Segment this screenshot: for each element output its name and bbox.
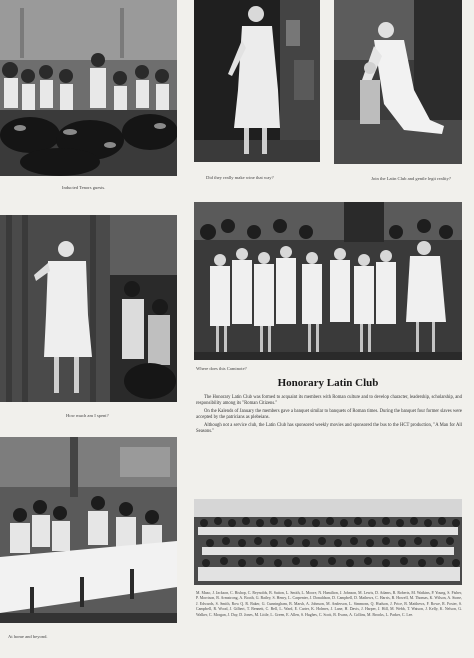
article-body (196, 395, 462, 436)
article-paragraph: On the Kalends of January the members gave a banquet similar to banquets of Roman times. During the banquet four former slaves were accepted by the patricians as plebeians. (196, 408, 462, 421)
article-paragraph: Although not a service club, the Latin Club has sponsored weekly movies and sponsored the bus to the HCT production, "A Man for All Seasons." (196, 422, 462, 435)
photo-group-performance-image (194, 202, 462, 360)
caption-photo-6: At home and beyond. (8, 634, 48, 639)
photo-latin-club-kneeling-image (334, 0, 462, 164)
caption-photo-3: Join the Latin Club and gentle legit reality? (371, 176, 451, 181)
caption-photo-4: How much am I spent? (66, 413, 109, 418)
photo-banquet (0, 437, 177, 623)
member-names-list: M. Mazo, J. Jackson, C. Bishop, C. Reynolds, B. Sutton, L. Smith, L. Moore, N. Hamilton, J. Johnson, M. Lewis, D. Adams, R. Roberts, M. Watkins, P. Young, S. Fisher, P. Morrison, B. Armstrong, A. Booth, G. Bailey, S. Henry, L. Carpenter, J. Donaldson, D. Campbell, D. Mathews, C. Harris, B. Howell, M. Thomas, K. Wilson, A. Stone, J. Edwards, S. Smith, Row Q. R. Baker, G. Cunningham, B. Marsh, A. Johnson, M. Anderson, L. Simmons, Q. Hudson, J. Price, B. Matthews, F. Rowe, R. Foster, S. Campbell, R. Wood, J. Gilbert, T. Bennett, C. Bell, L. Ward, E. Carter, K. Holmes, J. Lane, H. Davis, J. Harper, J. Hill, M. Webb, T. Watson, J. Kelly, K. Nelson, G. Walker, C. Morgan, J. Day, D. Jones, M. Little, L. Green, E. Allen, S. Hughes, C. Scott, B. Evans, A. Collins, M. Brooks, L. Parker, C. Lee. (196, 591, 462, 617)
photo-club-group (194, 499, 462, 585)
photo-how-much-spent-image (0, 215, 177, 402)
article-title: Honorary Latin Club (277, 377, 379, 389)
photo-honored-guests (0, 0, 177, 176)
caption-photo-5: Where does this Caminote? (196, 366, 247, 371)
photo-wine-making-image (194, 0, 320, 162)
photo-group-performance (194, 202, 462, 360)
photo-latin-club-kneeling (334, 0, 462, 164)
photo-honored-guests-image (0, 0, 177, 176)
caption-photo-1: Inducted Tenors guests. (62, 185, 106, 190)
article-paragraph: The Honorary Latin Club was formed to acquaint its members with Roman culture and to develop character, leadership, scholarship, and responsibility among its "Roman Citizens." (196, 395, 462, 407)
photo-how-much-spent (0, 215, 177, 402)
caption-photo-2: Did they really make wine that way? (206, 175, 274, 180)
photo-club-group-image (194, 499, 462, 585)
photo-wine-making (194, 0, 320, 162)
photo-banquet-image (0, 437, 177, 623)
